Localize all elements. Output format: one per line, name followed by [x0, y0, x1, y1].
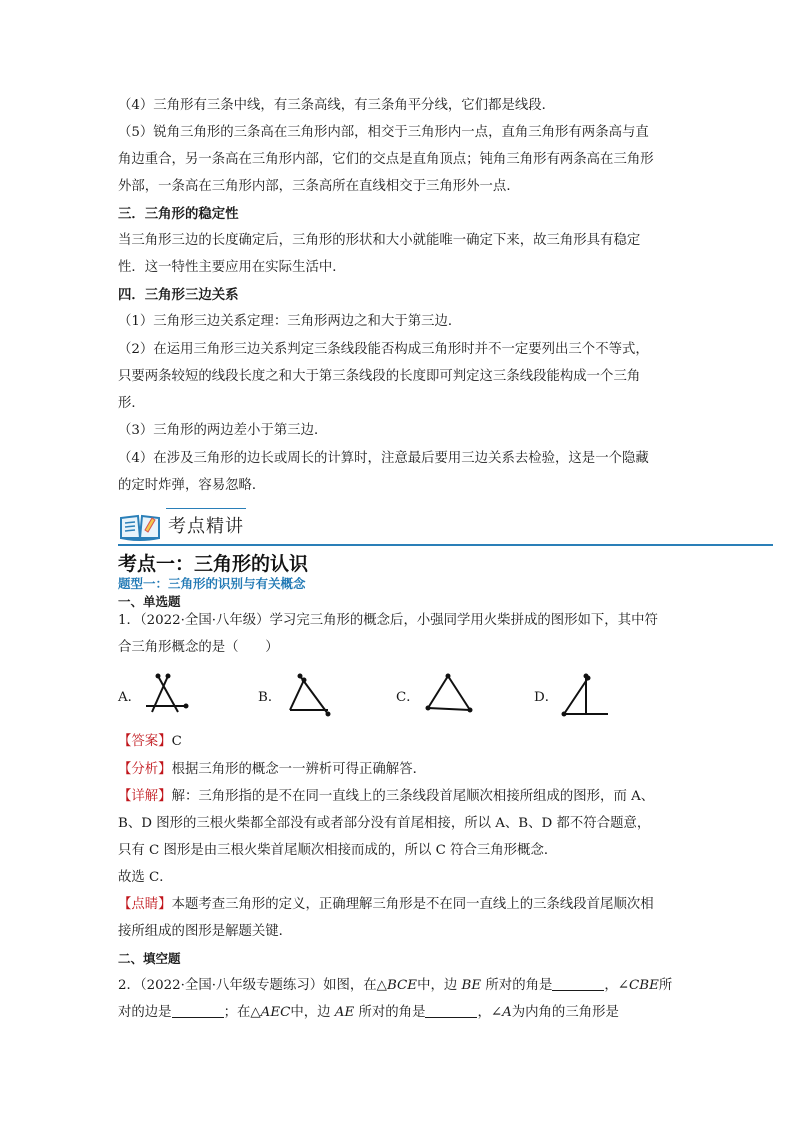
book-icon: [118, 510, 162, 542]
option-c: [396, 672, 496, 722]
option-label: A．: [118, 690, 142, 705]
answer-blank[interactable]: [552, 976, 604, 991]
answer-blank[interactable]: [425, 1003, 477, 1018]
comment-text: 本题考查三角形的定义，正确理解三角形是不在同一直线上的三条线段首尾顺次相: [171, 897, 654, 912]
matchstick-figure-a: [142, 672, 190, 718]
matchstick-figure-c: [422, 672, 478, 718]
matchstick-figure-d: [558, 672, 614, 718]
q2-text: ，∠: [477, 1005, 503, 1020]
text-line: 当三角形三边的长度确定后，三角形的形状和大小就能唯一确定下来，故三角形具有稳定: [118, 233, 641, 248]
comment-line: [118, 895, 678, 915]
tixing-title: 题型一：三角形的识别与有关概念: [118, 576, 306, 591]
text-line: 角边重合，另一条高在三角形内部，它们的交点是直角顶点；钝角三角形有两条高在三角形: [118, 152, 654, 167]
q2-text: 2．（2022·全国·八年级专题练习）如图，在△: [118, 978, 387, 993]
answer-line: [118, 732, 678, 752]
analysis-text: 根据三角形的概念一一辨析可得正确解答．: [171, 762, 426, 777]
q2-text: 所对的角是: [485, 978, 553, 993]
text-line: （4）三角形有三条中线，有三条高线，有三条角平分线，它们都是线段．: [118, 98, 556, 113]
banner-title: 考点精讲: [168, 516, 244, 537]
section-heading: 四．三角形三边关系: [118, 288, 239, 303]
kaodian-title: 考点一：三角形的认识: [118, 553, 309, 575]
math-var: A: [502, 1005, 512, 1020]
detail-text: 解：三角形指的是不在同一直线上的三条线段首尾顺次相接所组成的图形，而 A、: [171, 789, 655, 804]
option-a: [118, 672, 208, 722]
q2-text: 所对的角是: [358, 1005, 426, 1020]
text-line: 的定时炸弹，容易忽略．: [118, 478, 266, 493]
section-banner: [118, 508, 773, 548]
text-line: 性．这一特性主要应用在实际生活中．: [118, 260, 346, 275]
analysis-line: [118, 760, 678, 780]
section-heading: 二、填空题: [118, 951, 181, 966]
detail-line: B、D 图形的三根火柴都全部没有或者部分没有首尾相接，所以 A、B、D 都不符合题意，: [118, 816, 651, 831]
question-line: [118, 1003, 678, 1023]
matchstick-figure-b: [284, 672, 336, 718]
detail-line: 故选 C．: [118, 870, 173, 885]
banner-top-rule: [166, 508, 246, 509]
q2-text: 中，边: [417, 978, 458, 993]
text-line: 外部，一条高在三角形内部，三条高所在直线相交于三角形外一点．: [118, 179, 520, 194]
question-line: 合三角形概念的是（ ）: [118, 640, 279, 655]
analysis-tag: 【分析】: [118, 762, 172, 777]
answer-tag: 【答案】: [118, 734, 172, 749]
comment-tag: 【点睛】: [118, 897, 172, 912]
comment-line: 接所组成的图形是解题关键．: [118, 924, 293, 939]
math-var: AE: [334, 1005, 355, 1020]
math-var: BE: [461, 978, 482, 993]
section-heading: 三．三角形的稳定性: [118, 207, 239, 222]
q2-text: 为内角的三角形是: [511, 1005, 619, 1020]
q2-text: ，∠: [604, 978, 629, 993]
option-label: C．: [396, 690, 420, 705]
text-line: （2）在运用三角形三边关系判定三条线段能否构成三角形时并不一定要列出三个不等式，: [118, 342, 649, 357]
detail-tag: 【详解】: [118, 789, 172, 804]
answer-text: C: [171, 734, 182, 749]
question-line: [118, 976, 678, 996]
question-line: 1．（2022·全国·八年级）学习完三角形的概念后，小强同学用火柴拼成的图形如下，其中符: [118, 613, 658, 628]
text-line: （1）三角形三边关系定理：三角形两边之和大于第三边．: [118, 314, 462, 329]
q2-text: 对的边是: [118, 1005, 172, 1020]
section-heading: 一、单选题: [118, 594, 181, 609]
option-b: [258, 672, 348, 722]
detail-line: 只有 C 图形是由三根火柴首尾顺次相接而成的，所以 C 符合三角形概念．: [118, 843, 558, 858]
text-line: （3）三角形的两边差小于第三边．: [118, 423, 328, 438]
banner-rule: [118, 544, 773, 546]
text-line: （5）锐角三角形的三条高在三角形内部，相交于三角形内一点，直角三角形有两条高与直: [118, 125, 649, 140]
text-line: 形．: [118, 396, 145, 411]
q2-text: ；在△: [223, 1005, 261, 1020]
text-line: 只要两条较短的线段长度之和大于第三条线段的长度即可判定这三条线段能构成一个三角: [118, 369, 641, 384]
option-label: D．: [534, 690, 559, 705]
math-var: CBE: [629, 978, 659, 993]
answer-blank[interactable]: [172, 1003, 224, 1018]
detail-line: [118, 787, 678, 807]
math-var: AEC: [260, 1005, 291, 1020]
q2-text: 所: [658, 978, 673, 993]
math-var: BCE: [386, 978, 418, 993]
text-line: （4）在涉及三角形的边长或周长的计算时，注意最后要用三边关系去检验，这是一个隐藏: [118, 451, 649, 466]
q2-text: 中，边: [290, 1005, 331, 1020]
option-d: [534, 672, 634, 722]
option-label: B．: [258, 690, 282, 705]
